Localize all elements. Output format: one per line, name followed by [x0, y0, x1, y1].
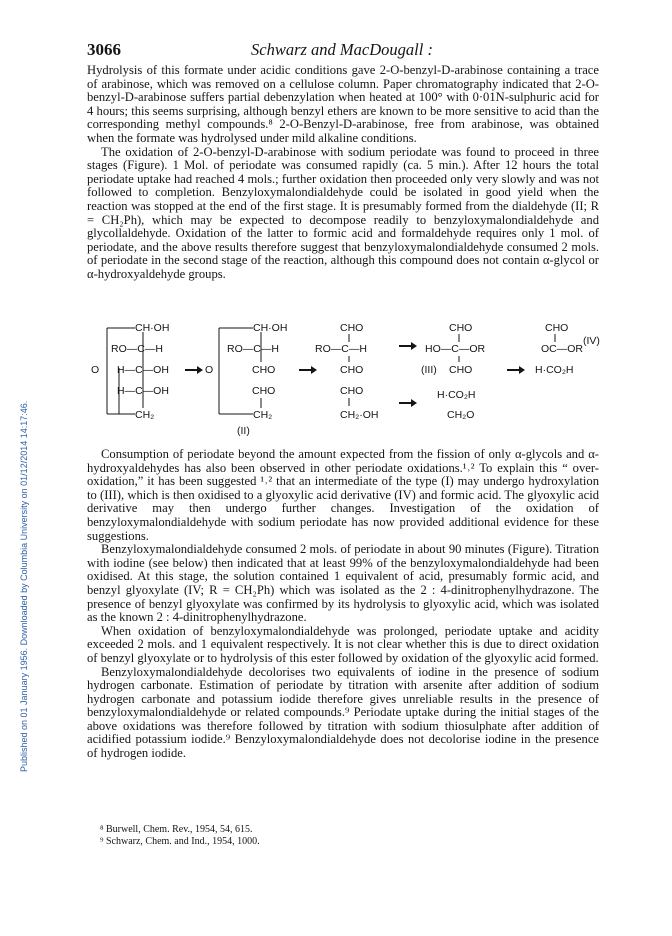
s1-c4: H—C—OH	[117, 385, 169, 397]
paragraph: The oxidation of 2-O-benzyl-D-arabinose with sodium periodate was found to proceed in three stages (Figure). 1 Mol. of periodate was consumed rapidly (ca. 5 min.). After 12 hours the total periodate uptake had reached 4 mols.; further oxidation then proceeded only very slowly and was not followed to completion. Benzyloxymalondialdehyde could be isolated in good yield when the reaction was stopped at the end of the first stage. It is presumably formed from the dialdehyde (II; R = CH₂Ph), which may be expected to decompose readily to benzyloxymalondialdehyde and glycollaldehyde. Oxidation of the latter to formic acid and formaldehyde requires only 1 mol. of periodate, and the above results therefore suggest that benzyloxymalondialdehyde consumed 2 mols. of periodate in the second stage of the reaction, although this compound does not contain α-glycol or α-hydroxyaldehyde groups.	[87, 144, 599, 281]
s4-formic: H·CO₂H	[437, 389, 476, 401]
s3-c2: RO—C—H	[315, 343, 367, 355]
footnotes	[100, 824, 540, 848]
s2-c4: CHO	[252, 385, 276, 397]
footnote: ⁸ Burwell, Chem. Rev., 1954, 54, 615.	[100, 824, 253, 835]
s4-formaldehyde: CH₂O	[447, 409, 475, 421]
arrow-5	[507, 366, 525, 374]
s3-c3: CHO	[340, 364, 364, 376]
s2-label: (II)	[237, 425, 250, 437]
s5-label: (IV)	[583, 335, 600, 347]
page-number: 3066	[87, 40, 121, 59]
structure-1	[91, 322, 169, 421]
body-text-top	[87, 64, 599, 282]
running-title: Schwarz and MacDougall :	[251, 40, 433, 59]
paragraph: When oxidation of benzyloxymalondialdehyde was prolonged, periodate uptake and acidity exceeded 2 mols. and 1 equivalent respectively. It is not clear whether this is due to direct oxidation of benzyl glyoxylate or to hydrolysis of this ester followed by oxidation of the glyoxylic acid formed.	[87, 623, 599, 665]
paragraph: Consumption of periodate beyond the amount expected from the fission of only α-glycols and α-hydroxyaldehydes has also been observed in other periodate oxidations.¹˒² To explain this “ over-oxidation,” it has been suggested ¹˒² that an intermediate of the type (I) may undergo hydroxylation to (III), which is then oxidised to a glyoxylic acid derivative (IV) and formic acid. The glyoxylic acid derivative may then undergo further changes. Investigation of the oxidation of benzyloxymalondialdehyde with sodium periodate has now provided additional evidence for these suggestions.	[87, 447, 599, 543]
structure-4	[421, 322, 486, 421]
structure-5	[535, 322, 600, 376]
s1-ring-o: O	[91, 364, 100, 376]
paragraph: Benzyloxymalondialdehyde decolorises two equivalents of iodine in the presence of sodium hydrogen carbonate. Estimation of periodate by titration with arsenite after addition of sodium hydrogen carbonate and potassium iodide therefore gives unreliable results in the presence of benzyloxymalondialdehyde or related compounds.⁹ Periodate uptake during the initial stages of the above oxidations was therefore followed by titration with sodium thiosulphate after addition of acidified potassium iodide.⁹ Benzyloxymalondialdehyde does not decolorise iodine in the presence of hydrogen iodide.	[87, 664, 599, 761]
s5-c2: OC—OR	[541, 343, 583, 355]
s1-c3: H—C—OH	[117, 364, 169, 376]
paragraph: Hydrolysis of this formate under acidic conditions gave 2-O-benzyl-D-arabinose containing a trace of arabinose, which was removed on a cellulose column. Paper chromatography indicated that 2-O-benzyl-D-arabinose suffers partial debenzylation when heated at 100° with 0·01N-sulphuric acid for 4 hours; this seems surprising, although benzyl ethers are known to be more sensitive to acid than the corresponding methyl compounds.⁸ 2-O-Benzyl-D-arabinose, free from arabinose, was obtained when the formate was hydrolysed under mild alkaline conditions.	[87, 63, 599, 145]
s2-c5: CH₂	[253, 409, 273, 421]
s5-top: CHO	[545, 322, 569, 334]
s4-c3: CHO	[449, 364, 473, 376]
s1-top: CH·OH	[135, 322, 170, 334]
s2-c3: CHO	[252, 364, 276, 376]
s1-c2: RO—C—H	[111, 343, 163, 355]
footnote: ⁹ Schwarz, Chem. and Ind., 1954, 1000.	[100, 836, 260, 847]
s3-c5: CH₂·OH	[340, 409, 379, 421]
s4-c2: HO—C—OR	[425, 343, 486, 355]
structure-2	[205, 322, 287, 437]
arrow-2	[299, 366, 317, 374]
body-text-bottom	[87, 448, 599, 761]
arrow-4	[399, 399, 417, 407]
paragraph: Benzyloxymalondialdehyde consumed 2 mols. of periodate in about 90 minutes (Figure). Titration with iodine (see below) then indicated that at least 99% of the benzyloxymalondialdehyde had been oxidised. At this stage, the solution contained 1 equivalent of acid, presumably formic acid, and benzyl glyoxylate (IV; R = CH₂Ph) which was isolated as the 2 : 4-dinitrophenylhydrazone. The presence of benzyl glyoxylate was confirmed by its hydrolysis to glyoxylic acid, which was isolated as the known 2 : 4-dinitrophenylhydrazone.	[87, 542, 599, 625]
s2-c2: RO—C—H	[227, 343, 279, 355]
s2-ring-o: O	[205, 364, 214, 376]
s3-c4: CHO	[340, 385, 364, 397]
s4-label: (III)	[421, 364, 437, 376]
s1-c5: CH₂	[135, 409, 155, 421]
s5-formic: H·CO₂H	[535, 364, 574, 376]
download-watermark: Published on 01 January 1956. Downloaded by Columbia University on 01/12/2014 14:17:46.	[19, 400, 29, 772]
page-header	[87, 40, 597, 60]
structure-3	[315, 322, 379, 421]
arrow-1	[185, 366, 203, 374]
s4-top: CHO	[449, 322, 473, 334]
reaction-scheme	[87, 320, 617, 442]
arrow-3	[399, 342, 417, 350]
s2-top: CH·OH	[253, 322, 288, 334]
s3-top: CHO	[340, 322, 364, 334]
